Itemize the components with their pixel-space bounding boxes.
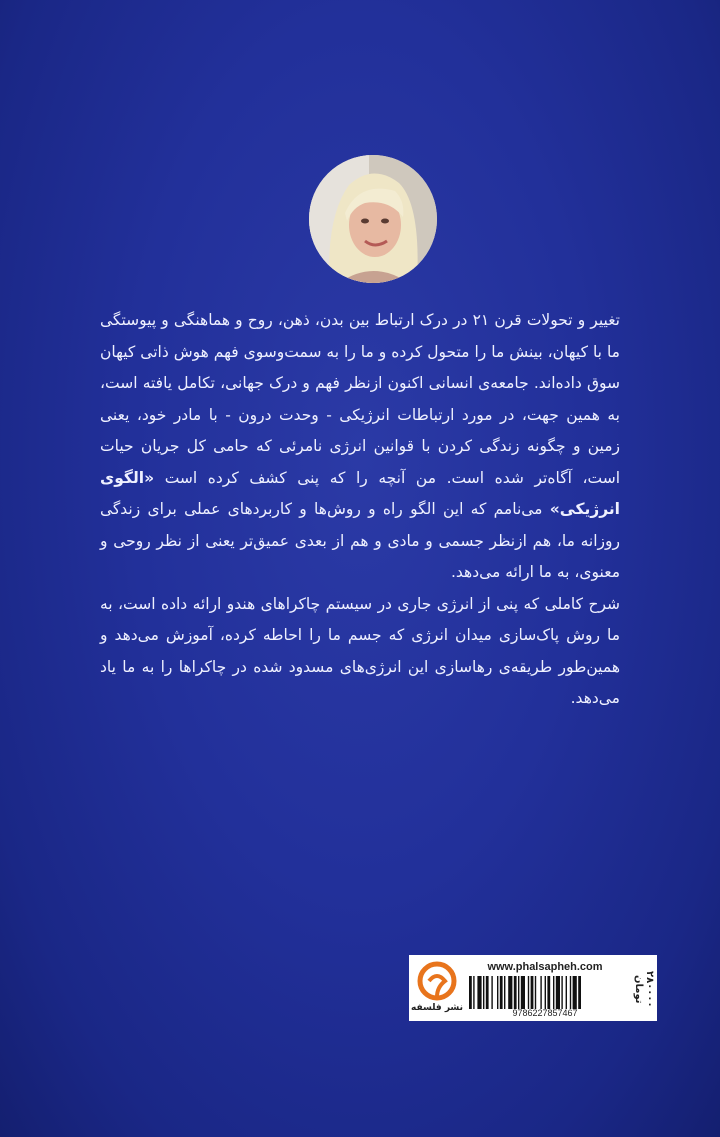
- isbn-number: 9786227857467: [512, 1008, 578, 1018]
- book-title-mention: «الگوی انرژیکی»: [100, 468, 620, 518]
- blurb-paragraph-1: [100, 305, 620, 589]
- blurb-line: است. من آنچه را که پنی کشف کرده است: [154, 468, 485, 487]
- author-photo: [309, 155, 437, 283]
- blurb-line: چگونه زندگی کردن با قوانین انرژی نامرئی که حامی کل جریان حیات است، آگاه‌تر شده: [100, 437, 621, 487]
- publisher-name: نشر فلسفه: [411, 1003, 463, 1013]
- barcode: [469, 976, 621, 1009]
- price-label: ۲۸۰۰۰۰ تومان: [633, 970, 655, 1008]
- blurb-line: طریقه‌ی رهاسازی این انرژی‌های مسدود شده در چاکراها را به ما یاد می‌دهد.: [100, 657, 620, 707]
- blurb-line: راه و روش‌ها و کاربردهای عملی برای زندگی روزانه ما، هم ازنظر جسمی و مادی و هم: [100, 500, 620, 550]
- blurb-paragraph-2: [100, 589, 620, 715]
- blurb-line: می‌نامم که این الگو: [410, 500, 550, 518]
- blurb-line: از بعدی عمیق‌تر یعنی از نظر روحی و معنوی، به ما ارائه می‌دهد.: [100, 531, 620, 581]
- barcode-box: [409, 955, 657, 1021]
- blurb-line: شرح کاملی که پنی از انرژی جاری در سیستم چاکراهای هندو ارائه داده است، به ما: [100, 594, 620, 644]
- blurb-line: همین جهت، در مورد ارتباطات انرژیکی - وحدت درون - با مادر خود، یعنی زمین و: [100, 405, 621, 455]
- blurb-line: ما با کیهان، بینش ما را متحول کرده و ما را به سمت‌وسوی فهم هوش ذاتی کیهان: [100, 342, 620, 361]
- website-url: www.phalsapheh.com: [487, 961, 603, 973]
- blurb-line: روش پاک‌سازی میدان انرژی که جسم ما را احاطه کرده، آموزش می‌دهد و همین‌طور: [100, 626, 620, 676]
- blurb-line: سوق داده‌اند. جامعه‌ی انسانی اکنون ازنظر فهم و درک جهانی، تکامل یافته است، به: [100, 374, 620, 424]
- blurb-line: تغییر و تحولات قرن ۲۱ در درک ارتباط بین بدن، ذهن، روح و هماهنگی و پیوستگی: [100, 311, 620, 329]
- book-blurb: [100, 305, 620, 715]
